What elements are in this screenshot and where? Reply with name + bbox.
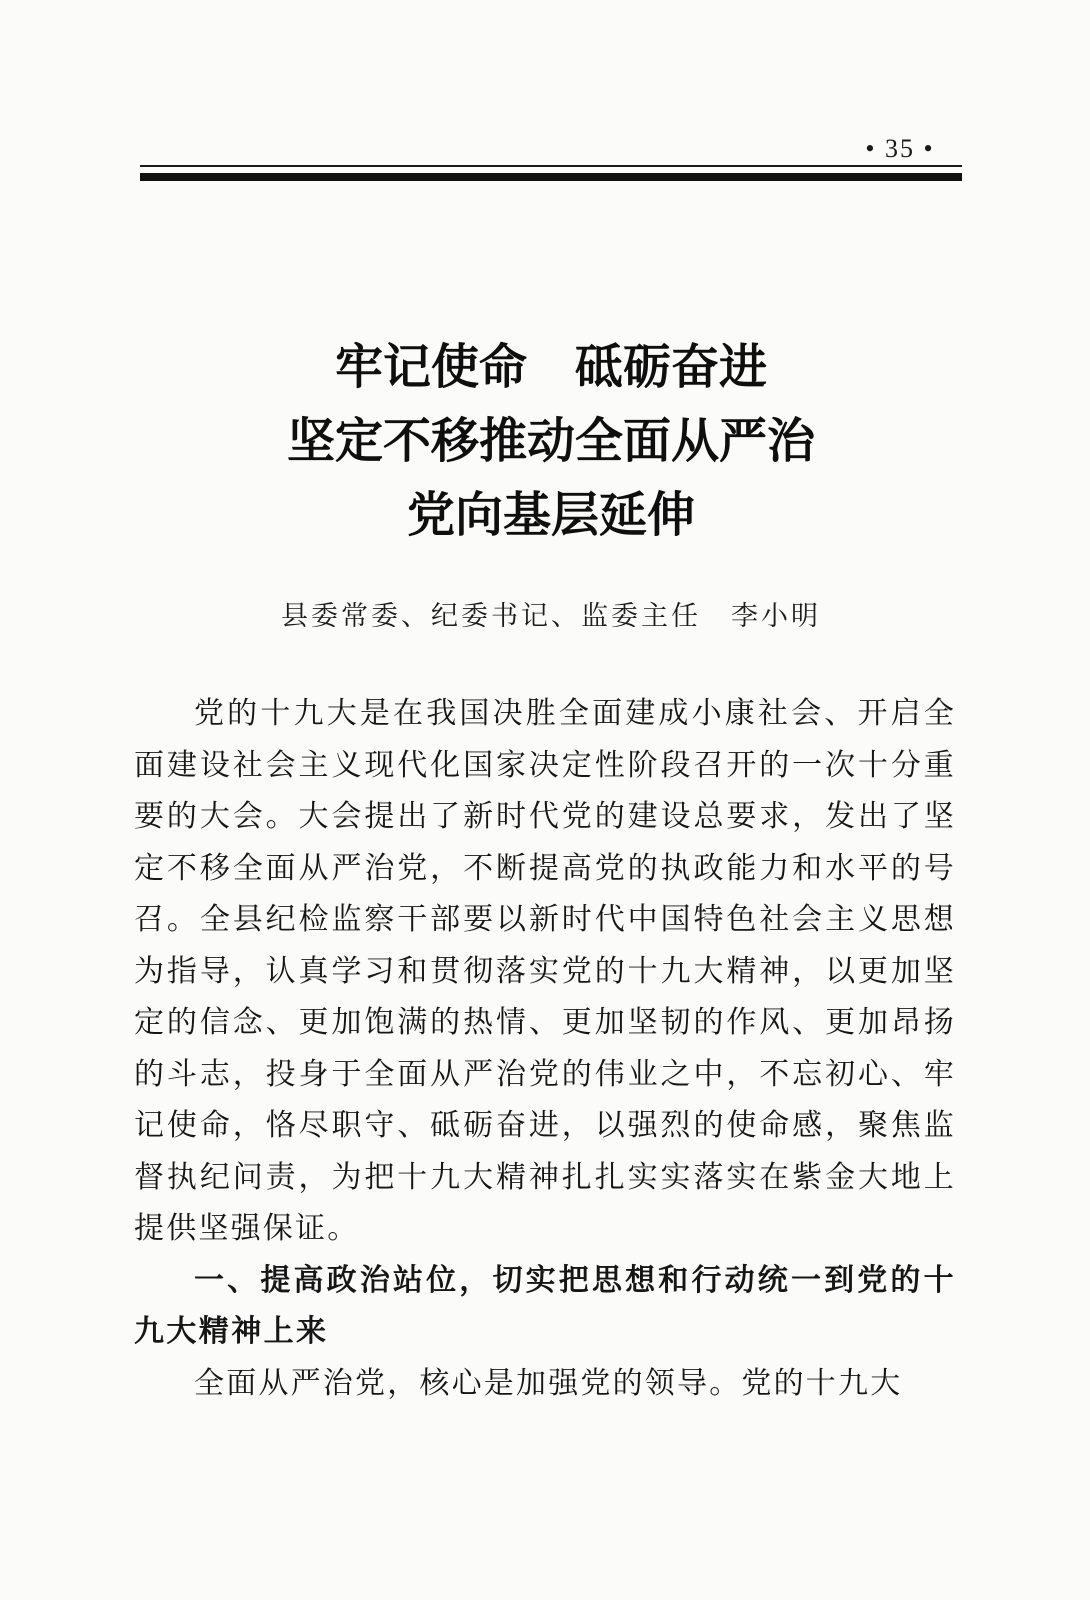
header-rule-thick xyxy=(140,173,962,181)
header-rule-thin xyxy=(140,165,962,167)
article-body xyxy=(134,688,956,1409)
page-number: • 35 • xyxy=(865,134,935,163)
article-title xyxy=(140,330,962,552)
title-line-3: 党向基层延伸 xyxy=(406,487,695,543)
section-heading: 一、提高政治站位，切实把思想和行动统一到党的十九大精神上来 xyxy=(134,1262,956,1349)
author-byline: 县委常委、纪委书记、监委主任 李小明 xyxy=(281,601,821,632)
body-paragraph: 全面从严治党，核心是加强党的领导。党的十九大 xyxy=(194,1365,903,1401)
title-line-1: 牢记使命 砥砺奋进 xyxy=(334,339,767,395)
title-line-2: 坚定不移推动全面从严治 xyxy=(286,413,815,469)
body-paragraph: 党的十九大是在我国决胜全面建成小康社会、开启全面建设社会主义现代化国家决定性阶段召开的一次十分重要的大会。大会提出了新时代党的建设总要求，发出了坚定不移全面从严治党，不断提高党的执政能力和水平的号召。全县纪检监察干部要以新时代中国特色社会主义思想为指导，认真学习和贯彻落实党的十九大精神，以更加坚定的信念、更加饱满的热情、更加坚韧的作风、更加昂扬的斗志，投身于全面从严治党的伟业之中，不忘初心、牢记使命，恪尽职守、砥砺奋进，以强烈的使命感，聚焦监督执纪问责，为把十九大精神扎扎实实落实在紫金大地上提供坚强保证。 xyxy=(134,696,956,1246)
